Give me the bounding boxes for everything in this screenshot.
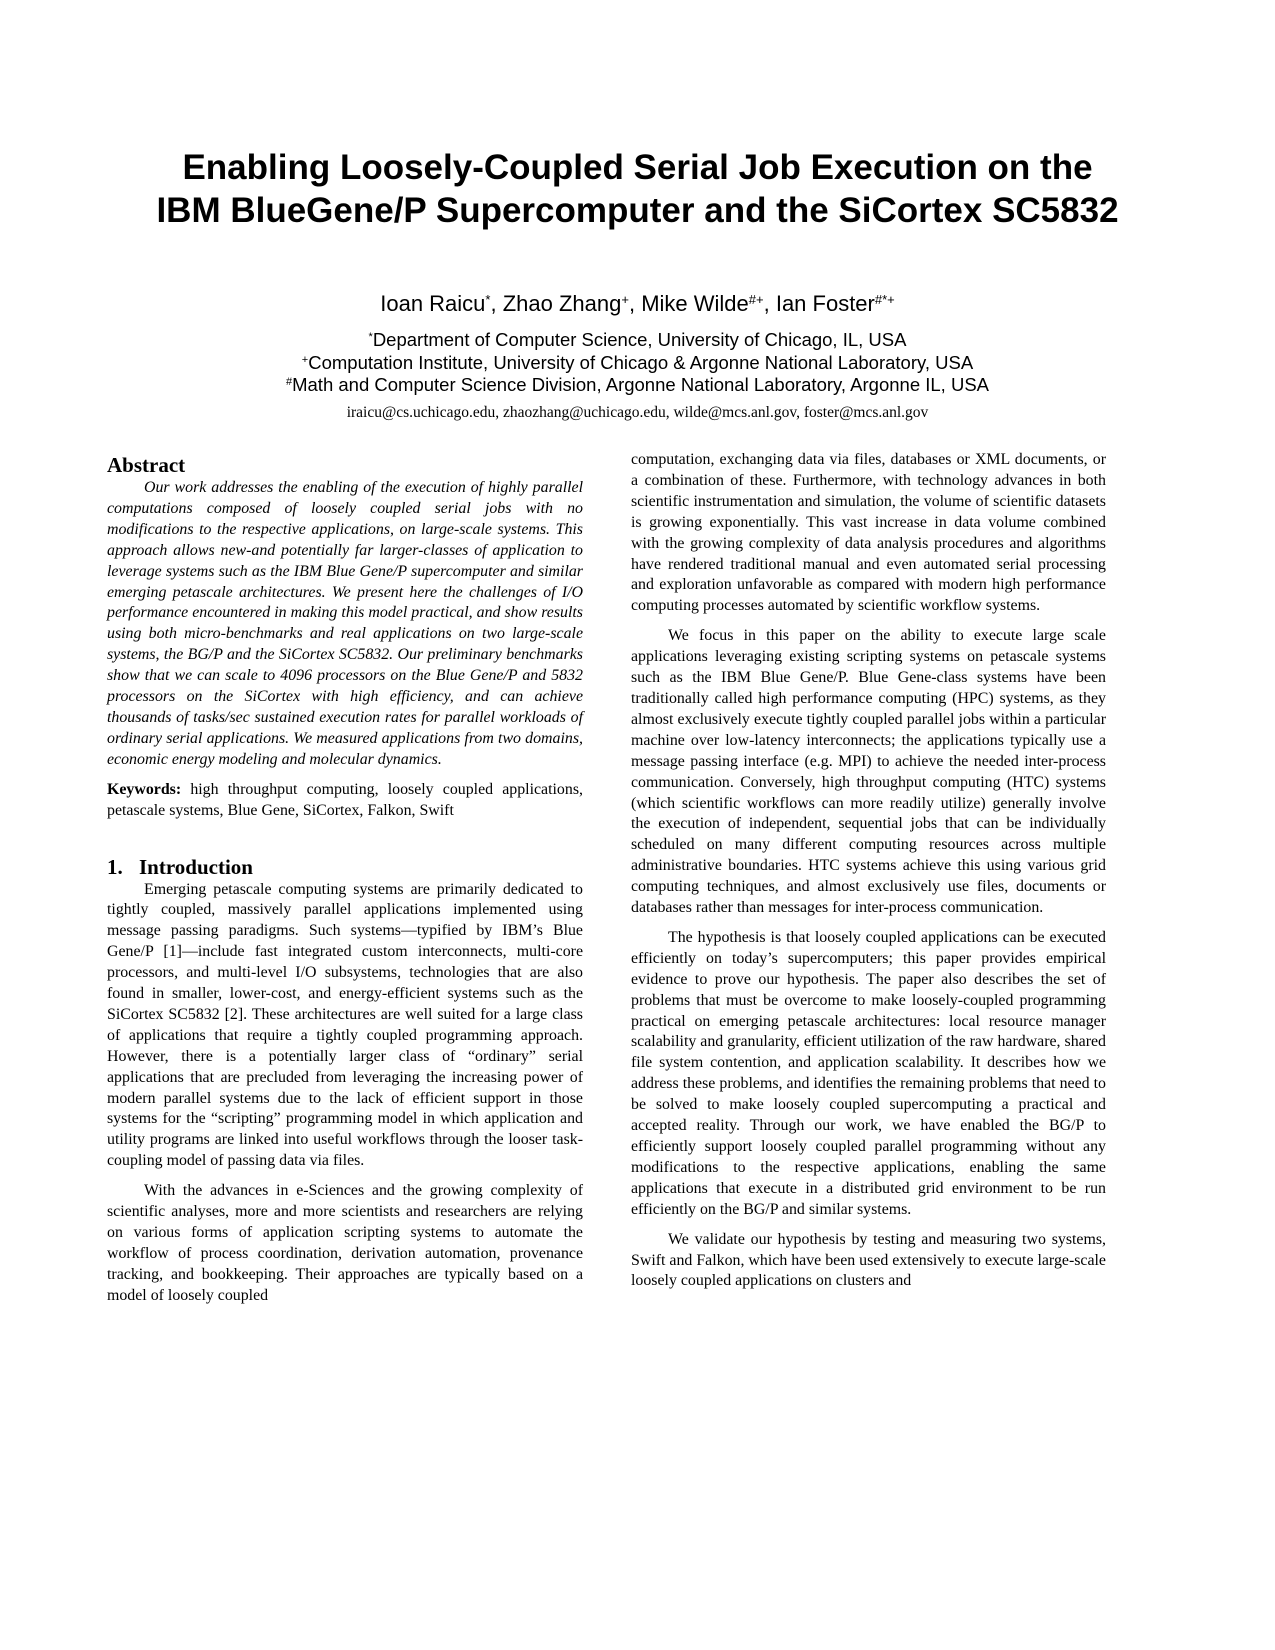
section-title: Introduction [139, 854, 253, 879]
title-line-1: Enabling Loosely-Coupled Serial Job Execution on the [182, 148, 1093, 187]
title-line-2: IBM BlueGene/P Supercomputer and the SiCortex SC5832 [156, 191, 1119, 230]
affiliation-mark: + [301, 353, 309, 366]
author-name: Mike Wilde [641, 291, 749, 316]
affiliation [100, 329, 1175, 352]
section-number: 1. [107, 854, 123, 879]
right-column [631, 450, 1106, 1292]
affiliation-mark: * [368, 331, 373, 343]
keywords-text: high throughput computing, loosely coupled applications, petascale systems, Blue Gene, SiCortex, Falkon, Swift [107, 780, 583, 819]
introduction-heading [107, 854, 583, 880]
paper-title [100, 146, 1175, 232]
author-mark: #+ [748, 292, 764, 307]
affiliation-mark: # [285, 376, 293, 388]
keywords [107, 780, 583, 822]
author-emails: iraicu@cs.uchicago.edu, zhaozhang@uchicago.edu, wilde@mcs.anl.gov, foster@mcs.anl.gov [346, 404, 929, 421]
continued-paragraph: computation, exchanging data via files, databases or XML documents, or a combination of these. Furthermore, with technology advances in both scientific instrumentation and simulation, the volume of scientific datasets is growing exponentially. This vast increase in data volume combined with the growing complexity of data analysis procedures and algorithms have rendered traditional manual and even automated serial processing and exploration unfavorable as compared with modern high performance computing processes automated by scientific workflow systems. [631, 451, 1106, 615]
body-paragraph: We validate our hypothesis by testing and measuring two systems, Swift and Falkon, which have been used extensively to execute large-scale loosely coupled applications on clusters and [631, 1230, 1106, 1290]
affiliation-list [100, 329, 1175, 397]
author-mark: * [485, 292, 491, 307]
body-paragraph: We focus in this paper on the ability to execute large scale applications leveraging existing scripting systems on petascale systems such as the IBM Blue Gene/P. Blue Gene-class systems have been traditionally called high performance computing (HPC) systems, as they almost exclusively execute tightly coupled parallel jobs within a particular machine over low-latency interconnects; the applications typically use a message passing interface (e.g. MPI) to achieve the needed inter-process communication. Conversely, high throughput computing (HTC) systems (which scientific workflows can more readily utilize) generally involve the execution of independent, sequential jobs that can be individually scheduled on many different computing resources across multiple administrative boundaries. HTC systems achieve this using various grid computing techniques, and almost exclusively use files, documents or databases rather than messages for inter-process communication. [631, 627, 1106, 917]
author-list: Ioan Raicu*, Zhao Zhang+, Mike Wilde#+, Ian Foster#*+ [380, 291, 895, 316]
affiliation-text: Math and Computer Science Division, Argonne National Laboratory, Argonne IL, USA [292, 374, 989, 395]
author-name: Zhao Zhang [502, 291, 622, 316]
body-paragraph: The hypothesis is that loosely coupled applications can be executed efficiently on today’s supercomputers; this paper provides empirical evidence to prove our hypothesis. The paper also describes the set of problems that must be overcome to make loosely-coupled programming practical on emerging petascale architectures: local resource manager scalability and granularity, efficient utilization of the raw hardware, shared file system contention, and application scalability. It describes how we address these problems, and identifies the remaining problems that need to be solved to make loosely coupled supercomputing a practical and accepted reality. Through our work, we have enabled the BG/P to efficiently support loosely coupled parallel programming without any modifications to the respective applications, enabling the same applications that execute in a distributed grid environment to be run efficiently on the BG/P and similar systems. [631, 928, 1106, 1218]
author-name: Ioan Raicu [380, 291, 486, 316]
affiliation-text: Department of Computer Science, University of Chicago, IL, USA [372, 329, 907, 350]
left-column [107, 452, 583, 1307]
author-mark: #*+ [874, 292, 895, 307]
affiliation [100, 352, 1175, 375]
affiliation-text: Computation Institute, University of Chicago & Argonne National Laboratory, USA [308, 351, 974, 373]
intro-paragraph-1: Emerging petascale computing systems are primarily dedicated to tightly coupled, massively parallel applications implemented using message passing paradigms. Such systems—typified by IBM’s Blue Gene/P [1]—include fast integrated custom interconnects, multi-core processors, and multi-level I/O subsystems, technologies that are also found in smaller, lower-cost, and energy-efficient systems such as the SiCortex SC5832 [2]. These architectures are well suited for a large class of applications that require a tightly coupled programming approach. However, there is a potentially larger class of “ordinary” serial applications that are precluded from leveraging the increasing power of modern parallel systems due to the lack of efficient support in those systems for the “scripting” programming model in which application and utility programs are linked into useful workflows through the looser task-coupling model of passing data via files. [107, 880, 583, 1170]
affiliation [100, 374, 1175, 397]
author-name: Ian Foster [775, 291, 875, 316]
keywords-label: Keywords: [107, 780, 182, 798]
abstract-text: Our work addresses the enabling of the execution of highly parallel computations composed of loosely coupled serial jobs with no modifications to the respective applications, on large-scale systems. This approach allows new-and potentially far larger-classes of application to leverage systems such as the IBM Blue Gene/P supercomputer and similar emerging petascale architectures. We present here the challenges of I/O performance encountered in making this model practical, and show results using both micro-benchmarks and real applications on two large-scale systems, the BG/P and the SiCortex SC5832. Our preliminary benchmarks show that we can scale to 4096 processors on the Blue Gene/P and 5832 processors on the SiCortex with high efficiency, and can achieve thousands of tasks/sec sustained execution rates for parallel workloads of ordinary serial applications. We measured applications from two domains, economic energy modeling and molecular dynamics. [107, 479, 583, 768]
abstract-heading: Abstract [107, 453, 186, 477]
intro-paragraph-2: With the advances in e-Sciences and the growing complexity of scientific analyses, more and more scientists and researchers are relying on various forms of application scripting systems to automate the workflow of process coordination, derivation automation, provenance tracking, and bookkeeping. Their approaches are typically based on a model of loosely coupled [107, 1182, 583, 1304]
author-mark: + [621, 292, 629, 307]
